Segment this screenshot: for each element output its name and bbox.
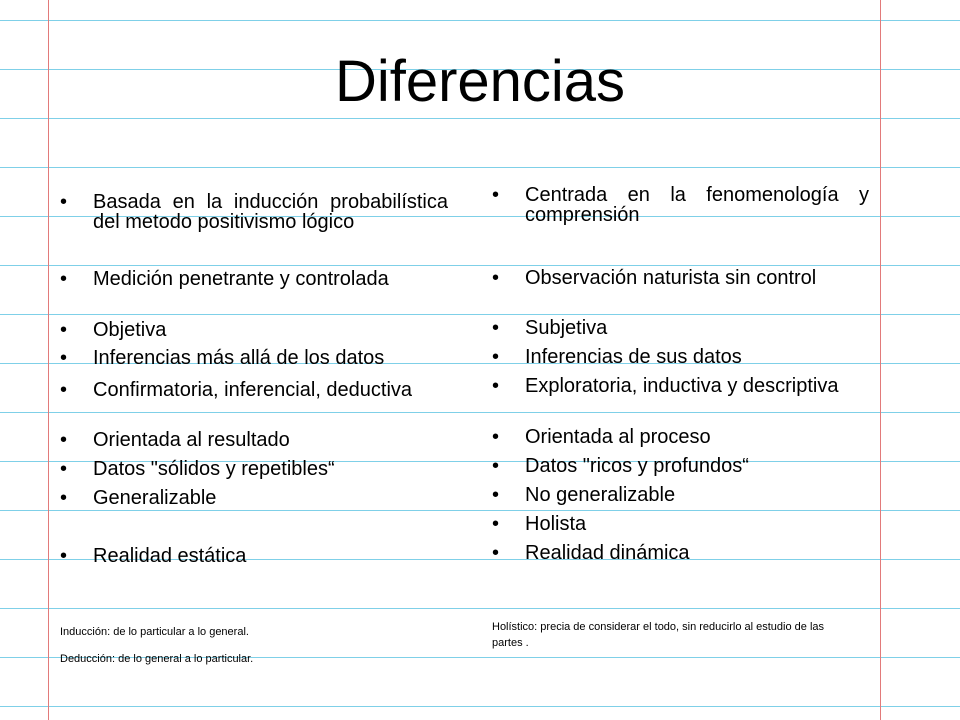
- bullet-icon: •: [492, 184, 500, 206]
- list-item-text: Confirmatoria, inferencial, deductiva: [93, 379, 413, 401]
- bullet-icon: •: [60, 319, 68, 341]
- list-item: [60, 546, 448, 566]
- list-item: [492, 318, 869, 338]
- list-item: [492, 268, 869, 288]
- bullet-icon: •: [492, 317, 500, 339]
- bullet-icon: •: [492, 484, 500, 506]
- list-item: [492, 347, 869, 367]
- bullet-icon: •: [60, 191, 68, 213]
- bullet-icon: •: [492, 267, 500, 289]
- list-item-text: Observación naturista sin control: [525, 267, 817, 289]
- list-item-text: Holista: [525, 513, 587, 535]
- list-item: [492, 514, 869, 534]
- footnote-holistico: Holístico: precia de considerar el todo, sin reducirlo al estudio de las partes .: [492, 621, 825, 649]
- bullet-icon: •: [60, 458, 68, 480]
- list-item-text: Generalizable: [93, 487, 217, 509]
- bullet-icon: •: [60, 429, 68, 451]
- bullet-icon: •: [492, 426, 500, 448]
- bullet-icon: •: [60, 347, 68, 369]
- footnote-induccion: Inducción: de lo particular a lo general.: [60, 626, 249, 638]
- bullet-icon: •: [60, 268, 68, 290]
- list-item-text: Subjetiva: [525, 317, 608, 339]
- bullet-icon: •: [492, 513, 500, 535]
- list-item-text: Orientada al resultado: [93, 429, 290, 451]
- bullet-icon: •: [60, 487, 68, 509]
- list-item-text: Orientada al proceso: [525, 426, 711, 448]
- bullet-icon: •: [492, 542, 500, 564]
- list-item-text: Objetiva: [93, 319, 167, 341]
- left-bullet-list: [60, 0, 448, 720]
- list-item-text: Medición penetrante y controlada: [93, 268, 389, 290]
- list-item-text: Datos "sólidos y repetibles“: [93, 458, 335, 480]
- list-item-text: Inferencias más allá de los datos: [93, 347, 385, 369]
- list-item: [492, 376, 869, 396]
- list-item-text: No generalizable: [525, 484, 676, 506]
- bullet-icon: •: [492, 375, 500, 397]
- list-item-text: Basada en la inducción probabilística del metodo positivismo lógico: [93, 191, 448, 233]
- list-item: [60, 380, 448, 400]
- list-item: [492, 543, 869, 563]
- list-item-text: Exploratoria, inductiva y descriptiva: [525, 375, 839, 397]
- slide-title: Diferencias: [334, 49, 626, 114]
- bullet-icon: •: [60, 379, 68, 401]
- list-item: [60, 192, 448, 232]
- list-item-text: Realidad estática: [93, 545, 247, 567]
- list-item-text: Inferencias de sus datos: [525, 346, 742, 368]
- bullet-icon: •: [60, 545, 68, 567]
- list-item: [492, 427, 869, 447]
- list-item-text: Datos "ricos y profundos“: [525, 455, 749, 477]
- list-item: [60, 269, 448, 289]
- list-item-text: Realidad dinámica: [525, 542, 690, 564]
- list-item: [60, 320, 448, 340]
- list-item: [492, 485, 869, 505]
- bullet-icon: •: [492, 346, 500, 368]
- list-item: [60, 459, 448, 479]
- list-item: [492, 185, 869, 225]
- list-item: [492, 456, 869, 476]
- right-bullet-list: [492, 0, 869, 720]
- bullet-icon: •: [492, 455, 500, 477]
- list-item-text: Centrada en la fenomenología y comprensión: [525, 184, 869, 226]
- list-item: [60, 430, 448, 450]
- list-item: [60, 348, 448, 368]
- footnote-deduccion: Deducción: de lo general a lo particular.: [60, 653, 254, 665]
- list-item: [60, 488, 448, 508]
